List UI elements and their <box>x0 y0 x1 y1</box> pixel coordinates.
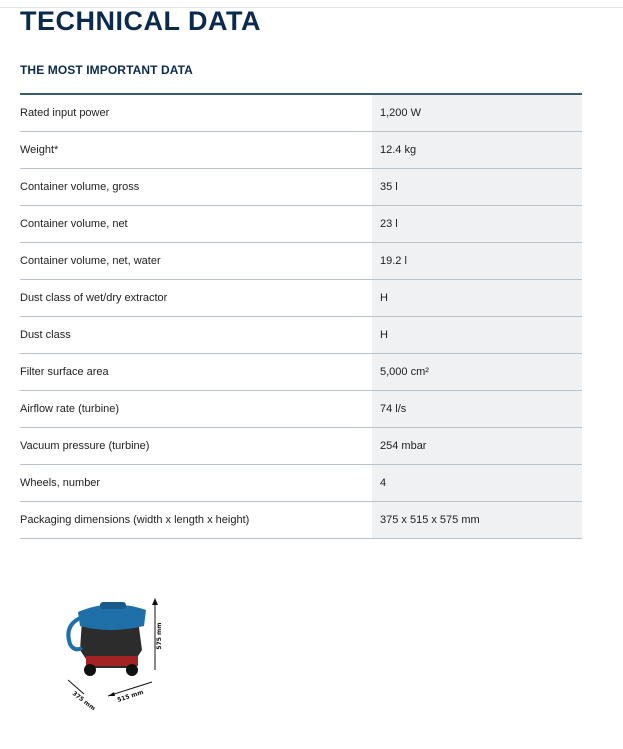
spec-value: 1,200 W <box>372 95 582 131</box>
table-row <box>20 391 582 428</box>
table-row <box>20 428 582 465</box>
spec-label: Dust class of wet/dry extractor <box>20 292 168 304</box>
wheel-right <box>126 664 138 676</box>
spec-value: 35 l <box>372 169 582 205</box>
table-row <box>20 95 582 132</box>
spec-value: 5,000 cm² <box>372 354 582 390</box>
spec-label: Weight* <box>20 144 59 156</box>
table-row <box>20 465 582 502</box>
spec-label: Dust class <box>20 329 71 341</box>
spec-label: Airflow rate (turbine) <box>20 403 120 415</box>
vacuum-handle <box>100 602 126 609</box>
spec-label: Container volume, net <box>20 218 128 230</box>
width-label: 375 mm <box>70 690 97 710</box>
table-row <box>20 243 582 280</box>
spec-value: 254 mbar <box>372 428 582 464</box>
spec-value: 12.4 kg <box>372 132 582 168</box>
spec-value: H <box>372 280 582 316</box>
spec-value: 19.2 l <box>372 243 582 279</box>
table-row <box>20 169 582 206</box>
table-row <box>20 317 582 354</box>
spec-label: Rated input power <box>20 107 110 119</box>
spec-value: 375 x 515 x 575 mm <box>372 502 582 538</box>
spec-label: Wheels, number <box>20 477 101 489</box>
height-arrow-head <box>152 598 158 605</box>
spec-value: 4 <box>372 465 582 501</box>
table-row <box>20 354 582 391</box>
table-row <box>20 206 582 243</box>
spec-label: Container volume, gross <box>20 181 140 193</box>
spec-value: H <box>372 317 582 353</box>
length-label: 515 mm <box>116 688 145 704</box>
table-row <box>20 280 582 317</box>
spec-label: Packaging dimensions (width x length x height) <box>20 514 250 526</box>
height-label: 575 mm <box>156 622 163 650</box>
spec-value: 23 l <box>372 206 582 242</box>
wheel-left <box>84 664 96 676</box>
length-arrow-head <box>108 692 115 696</box>
spec-label: Filter surface area <box>20 366 109 378</box>
spec-value: 74 l/s <box>372 391 582 427</box>
product-dimension-figure <box>60 590 180 710</box>
table-row <box>20 502 582 539</box>
spec-label: Vacuum pressure (turbine) <box>20 440 150 452</box>
table-row <box>20 132 582 169</box>
spec-label: Container volume, net, water <box>20 255 161 267</box>
section-subtitle: THE MOST IMPORTANT DATA <box>20 63 193 77</box>
vacuum-cleaner-illustration <box>60 590 180 710</box>
specs-table <box>20 93 582 539</box>
page-title: TECHNICAL DATA <box>20 6 261 36</box>
